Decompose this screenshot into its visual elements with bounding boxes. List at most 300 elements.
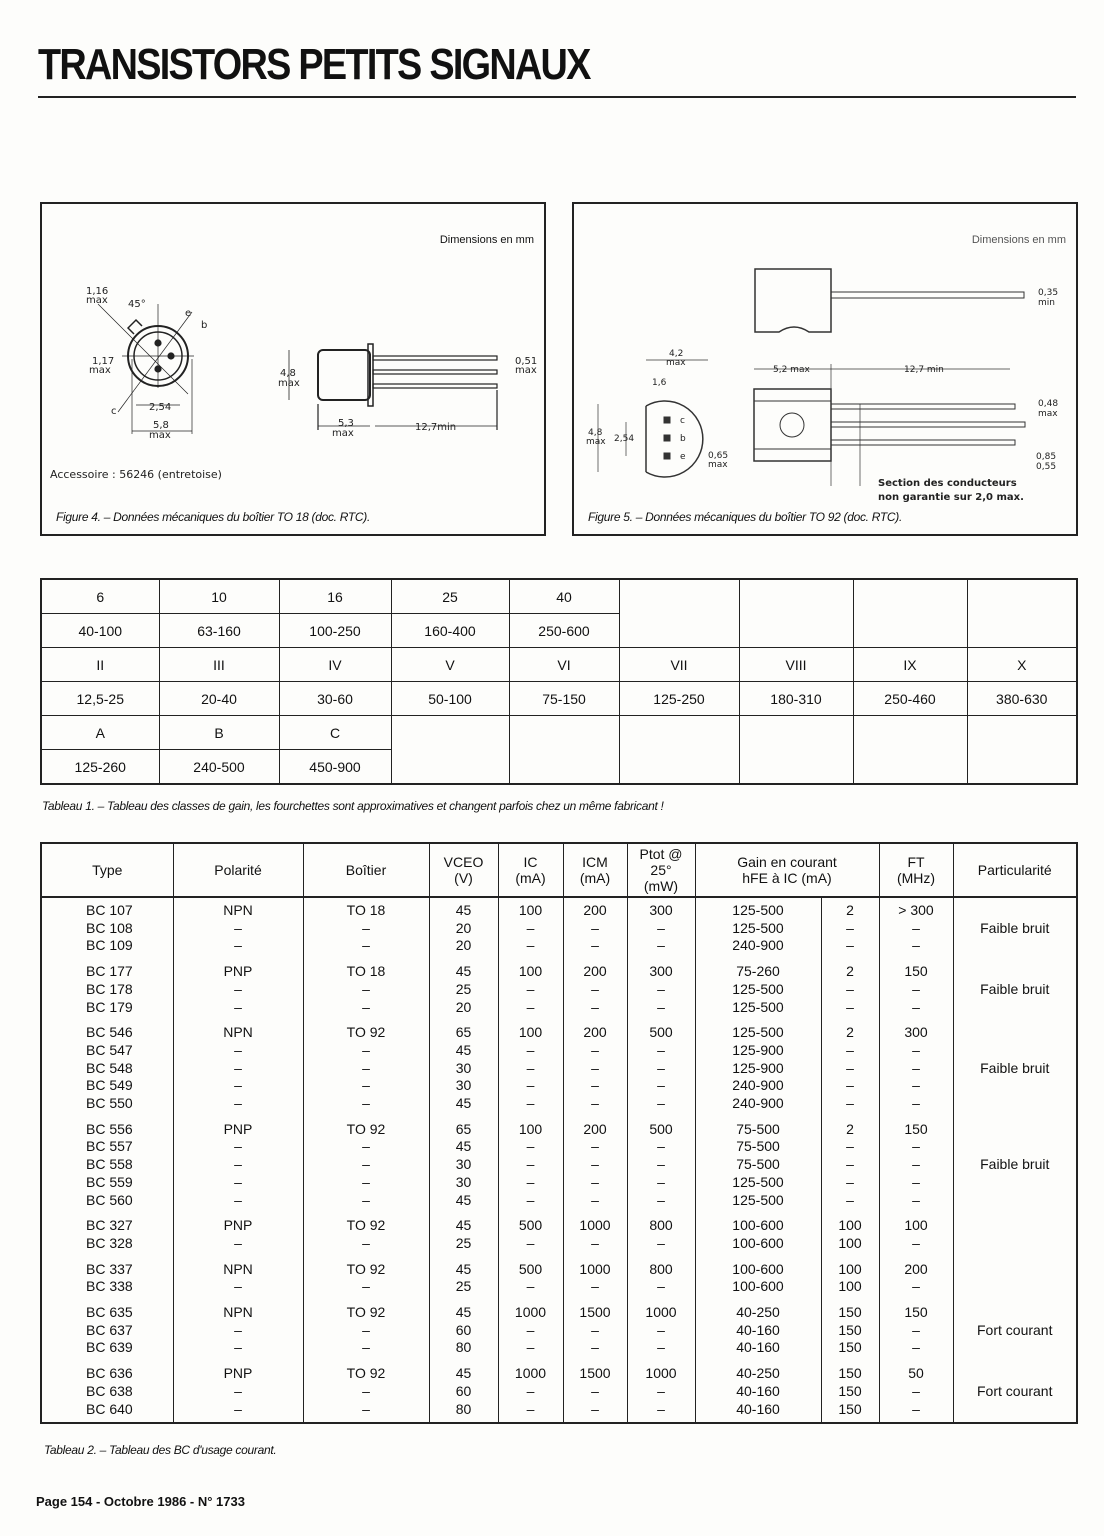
cell-value: 800 — [649, 1260, 673, 1277]
cell-value: – — [657, 1173, 665, 1190]
gain-class-cell: 160-400 — [391, 614, 509, 648]
cell-value: 125-500 — [732, 1191, 784, 1208]
col-cell-9 — [879, 959, 953, 1020]
cell-value: – — [912, 1095, 920, 1112]
fig5-label: min — [1038, 298, 1055, 308]
cell-value: 1000 — [514, 1304, 547, 1321]
cell-value: – — [657, 1138, 665, 1155]
cell-value: – — [657, 980, 665, 997]
cell-value: – — [846, 1077, 854, 1094]
col-cell-0 — [41, 1213, 173, 1256]
page-title: TRANSISTORS PETITS SIGNAUX — [38, 40, 590, 89]
cell-value: 30 — [455, 1173, 472, 1190]
fig4-label: 5,3 — [338, 418, 354, 429]
particularity-cell — [953, 1257, 1077, 1300]
empty-cell — [619, 716, 739, 750]
cell-value: – — [362, 1041, 370, 1058]
cell-value: 75-260 — [736, 963, 780, 980]
gain-class-row — [41, 614, 1077, 648]
cell-value: TO 92 — [346, 1365, 386, 1382]
col-cell-9 — [879, 1361, 953, 1423]
col-cell-2 — [303, 897, 429, 959]
cell-value: 240-900 — [732, 937, 784, 954]
fig5-label: max — [708, 460, 728, 470]
cell-value: – — [234, 1191, 242, 1208]
empty-cell — [509, 716, 619, 750]
cell-value: 150 — [904, 1304, 928, 1321]
cell-value: – — [591, 1191, 599, 1208]
col-cell-0 — [41, 959, 173, 1020]
empty-cell — [619, 750, 739, 785]
col-cell-2 — [303, 1300, 429, 1361]
cell-value: BC 338 — [86, 1278, 133, 1295]
cell-value: – — [657, 919, 665, 936]
table2-header — [41, 843, 1077, 897]
cell-value: – — [912, 1339, 920, 1356]
col-cell-0 — [41, 1257, 173, 1300]
col-cell-5 — [563, 897, 627, 959]
col-cell-2 — [303, 1257, 429, 1300]
cell-value: – — [526, 1278, 535, 1295]
cell-value: 125-500 — [732, 980, 784, 997]
col-type: Type — [41, 843, 173, 897]
cell-value: 240-900 — [732, 1095, 784, 1112]
gain-class-cell: 450-900 — [279, 750, 391, 785]
cell-value: – — [526, 1173, 535, 1190]
fig4-label: max — [278, 378, 300, 389]
cell-value: 100 — [838, 1278, 862, 1295]
cell-value: 45 — [455, 1217, 472, 1234]
cell-value: BC 549 — [86, 1077, 133, 1094]
col-ptot — [627, 843, 695, 897]
col-gain — [695, 843, 879, 897]
cell-value: 150 — [838, 1365, 862, 1382]
col-cell-6 — [627, 959, 695, 1020]
cell-value: 30 — [455, 1077, 472, 1094]
cell-value: – — [591, 919, 599, 936]
table1-caption: Tableau 1. – Tableau des classes de gain, les fourchettes sont approximatives et changent parfois chez un même fabricant ! — [42, 799, 664, 813]
fig4-label: 0,51 — [515, 356, 538, 367]
col-cell-8 — [821, 897, 879, 959]
col-cell-3 — [429, 1300, 498, 1361]
cell-value: – — [846, 1156, 854, 1173]
cell-value: 1500 — [579, 1365, 611, 1382]
col-cell-9 — [879, 1300, 953, 1361]
cell-value: – — [912, 1173, 920, 1190]
cell-value: – — [526, 1041, 535, 1058]
cell-value: – — [362, 1173, 370, 1190]
cell-value: 150 — [838, 1382, 862, 1399]
cell-value: – — [526, 1156, 535, 1173]
cell-value: – — [362, 980, 370, 997]
cell-value: 125-500 — [732, 1173, 784, 1190]
cell-value: 500 — [649, 1024, 673, 1041]
cell-value: – — [657, 1278, 665, 1295]
cell-value: BC 638 — [86, 1382, 133, 1399]
cell-value: BC 556 — [86, 1120, 133, 1137]
cell-value: – — [591, 1095, 599, 1112]
col-cell-5 — [563, 959, 627, 1020]
cell-value: – — [362, 919, 370, 936]
fig5-label: c — [680, 416, 685, 426]
gain-class-cell: II — [41, 648, 159, 682]
cell-value: 100 — [838, 1217, 862, 1234]
particularity-cell: Fort courant — [953, 1300, 1077, 1361]
col-cell-9 — [879, 1117, 953, 1214]
cell-value: 25 — [455, 1278, 472, 1295]
cell-value: – — [362, 1339, 370, 1356]
figure-5-to92 — [572, 202, 1078, 536]
col-cell-2 — [303, 1361, 429, 1423]
gain-class-cell: 12,5-25 — [41, 682, 159, 716]
cell-value: TO 18 — [346, 902, 386, 918]
gain-class-cell: B — [159, 716, 279, 750]
cell-value: – — [234, 1278, 242, 1295]
cell-value: 45 — [455, 963, 472, 980]
cell-value: BC 547 — [86, 1041, 133, 1058]
cell-value: 75-500 — [736, 1120, 780, 1137]
cell-value: 25 — [455, 980, 472, 997]
cell-value: 40-160 — [736, 1400, 780, 1417]
cell-value: PNP — [223, 1365, 253, 1382]
cell-value: – — [657, 998, 665, 1015]
fig5-caption: Figure 5. – Données mécaniques du boîtier TO 92 (doc. RTC). — [588, 510, 903, 524]
cell-value: – — [657, 1041, 665, 1058]
col-part: Particularité — [953, 843, 1077, 897]
col-cell-4 — [498, 1020, 563, 1117]
col-cell-4 — [498, 1257, 563, 1300]
col-cell-1 — [173, 897, 303, 959]
particularity-cell: Faible bruit — [953, 1117, 1077, 1214]
cell-value: 65 — [455, 1120, 472, 1137]
cell-value: BC 558 — [86, 1156, 133, 1173]
ft-unit: (MHz) — [896, 870, 936, 886]
cell-value: – — [591, 1321, 599, 1338]
cell-value: – — [657, 1156, 665, 1173]
cell-value: – — [362, 1059, 370, 1076]
cell-value: 45 — [455, 1095, 472, 1112]
gain-class-row — [41, 579, 1077, 614]
cell-value: 150 — [838, 1321, 862, 1338]
gain-class-cell: 20-40 — [159, 682, 279, 716]
cell-value: 50 — [908, 1365, 924, 1382]
cell-value: – — [234, 980, 242, 997]
col-cell-0 — [41, 897, 173, 959]
col-cell-6 — [627, 1257, 695, 1300]
cell-value: – — [526, 937, 535, 954]
fig5-label: 0,48 — [1038, 399, 1059, 409]
fig4-label: max — [86, 295, 108, 306]
fig4-label: 2,54 — [149, 402, 172, 413]
ft-label: FT — [907, 854, 925, 870]
empty-cell — [739, 750, 853, 785]
col-cell-0 — [41, 1361, 173, 1423]
cell-value: – — [591, 1278, 599, 1295]
fig5-label: 1,6 — [652, 378, 667, 388]
cell-value: – — [657, 1234, 665, 1251]
cell-value: – — [591, 1041, 599, 1058]
cell-value: 240-900 — [732, 1077, 784, 1094]
cell-value: 125-500 — [732, 1024, 784, 1041]
cell-value: – — [912, 1400, 920, 1417]
col-cell-8 — [821, 1361, 879, 1423]
cell-value: – — [657, 1382, 665, 1399]
cell-value: 75-500 — [736, 1138, 780, 1155]
cell-value: 100 — [518, 963, 543, 980]
cell-value: – — [362, 1156, 370, 1173]
cell-value: – — [591, 1234, 599, 1251]
cell-value: TO 92 — [346, 1120, 386, 1137]
cell-value: – — [362, 1138, 370, 1155]
cell-value: 200 — [583, 1120, 607, 1137]
col-cell-0 — [41, 1300, 173, 1361]
cell-value: BC 179 — [86, 998, 133, 1015]
col-cell-1 — [173, 1361, 303, 1423]
cell-value: 40-160 — [736, 1339, 780, 1356]
gain-class-cell: VI — [509, 648, 619, 682]
to18-drawing — [42, 204, 548, 538]
cell-value: 45 — [455, 1191, 472, 1208]
col-cell-5 — [563, 1257, 627, 1300]
fig5-label: 0,85 — [1036, 452, 1057, 462]
cell-value: – — [526, 980, 535, 997]
cell-value: 30 — [455, 1156, 472, 1173]
ptot-label: Ptot @ 25° — [639, 846, 683, 878]
gain-class-table — [40, 578, 1078, 785]
cell-value: 100-600 — [732, 1217, 784, 1234]
fig5-label: e — [680, 452, 686, 462]
gain-class-cell: 10 — [159, 579, 279, 614]
fig5-note: non garantie sur 2,0 max. — [878, 492, 1024, 503]
particularity-cell: Fort courant — [953, 1361, 1077, 1423]
empty-cell — [967, 716, 1077, 750]
empty-cell — [853, 579, 967, 614]
gain-class-cell: A — [41, 716, 159, 750]
gain-class-cell: 75-150 — [509, 682, 619, 716]
cell-value: BC 178 — [86, 980, 133, 997]
cell-value: – — [362, 1400, 370, 1417]
cell-value: – — [362, 1278, 370, 1295]
col-cell-3 — [429, 897, 498, 959]
col-cell-7 — [695, 1300, 821, 1361]
cell-value: – — [591, 1156, 599, 1173]
col-cell-6 — [627, 1117, 695, 1214]
cell-value: 125-500 — [732, 902, 784, 918]
cell-value: BC 328 — [86, 1234, 133, 1251]
col-cell-8 — [821, 1300, 879, 1361]
cell-value: > 300 — [898, 902, 934, 918]
empty-cell — [853, 750, 967, 785]
cell-value: – — [234, 1041, 242, 1058]
gain-class-cell: IV — [279, 648, 391, 682]
gain-class-row — [41, 648, 1077, 682]
cell-value: – — [657, 1339, 665, 1356]
cell-value: – — [912, 1041, 920, 1058]
gain-class-cell: 30-60 — [279, 682, 391, 716]
cell-value: 100 — [904, 1217, 928, 1234]
col-cell-7 — [695, 1257, 821, 1300]
cell-value: 45 — [455, 1260, 472, 1277]
cell-value: – — [526, 1400, 535, 1417]
cell-value: – — [234, 998, 242, 1015]
col-cell-4 — [498, 959, 563, 1020]
cell-value: 20 — [455, 998, 472, 1015]
col-cell-9 — [879, 1213, 953, 1256]
fig5-note: Section des conducteurs — [878, 478, 1017, 489]
cell-value: TO 92 — [346, 1260, 386, 1277]
col-cell-3 — [429, 959, 498, 1020]
col-cell-3 — [429, 1361, 498, 1423]
cell-value: – — [234, 1138, 242, 1155]
cell-value: 500 — [518, 1217, 543, 1234]
particularity-cell: Faible bruit — [953, 959, 1077, 1020]
cell-value: BC 548 — [86, 1059, 133, 1076]
col-cell-1 — [173, 959, 303, 1020]
col-cell-2 — [303, 1117, 429, 1214]
cell-value: – — [362, 1095, 370, 1112]
ic-label: IC — [523, 854, 538, 870]
cell-value: – — [912, 1138, 920, 1155]
cell-value: 800 — [649, 1217, 673, 1234]
col-cell-8 — [821, 1213, 879, 1256]
col-cell-3 — [429, 1213, 498, 1256]
cell-value: – — [526, 1234, 535, 1251]
cell-value: TO 92 — [346, 1024, 386, 1041]
col-cell-6 — [627, 1020, 695, 1117]
cell-value: BC 177 — [86, 963, 133, 980]
empty-cell — [509, 750, 619, 785]
col-cell-4 — [498, 1213, 563, 1256]
cell-value: – — [234, 1321, 242, 1338]
fig4-label: 12,7min — [415, 422, 457, 433]
cell-value: 125-900 — [732, 1059, 784, 1076]
cell-value: – — [234, 1234, 242, 1251]
gain-class-cell: V — [391, 648, 509, 682]
cell-value: 200 — [904, 1260, 928, 1277]
cell-value: – — [657, 1321, 665, 1338]
fig5-label: 2,54 — [614, 434, 635, 444]
col-cell-8 — [821, 1020, 879, 1117]
cell-value: 1500 — [579, 1304, 611, 1321]
gain-class-cell: 50-100 — [391, 682, 509, 716]
cell-value: BC 557 — [86, 1138, 133, 1155]
cell-value: – — [912, 919, 920, 936]
cell-value: 1000 — [514, 1365, 547, 1382]
cell-value: – — [526, 919, 535, 936]
fig5-label: 5,2 max — [773, 365, 810, 375]
col-cell-4 — [498, 1300, 563, 1361]
cell-value: 200 — [583, 963, 607, 980]
fig5-label: 12,7 min — [904, 365, 944, 375]
cell-value: – — [912, 1321, 920, 1338]
cell-value: 80 — [455, 1339, 472, 1356]
gain-class-row — [41, 682, 1077, 716]
col-cell-1 — [173, 1117, 303, 1214]
cell-value: – — [912, 1077, 920, 1094]
title-rule — [38, 96, 1076, 98]
empty-cell — [967, 614, 1077, 648]
cell-value: 2 — [846, 1120, 854, 1137]
cell-value: – — [657, 1191, 665, 1208]
cell-value: – — [912, 980, 920, 997]
cell-value: BC 546 — [86, 1024, 133, 1041]
cell-value: – — [591, 1138, 599, 1155]
cell-value: 1000 — [645, 1365, 677, 1382]
cell-value: – — [234, 1339, 242, 1356]
col-polarity: Polarité — [173, 843, 303, 897]
transistor-group-row — [41, 1020, 1077, 1117]
col-cell-6 — [627, 897, 695, 959]
cell-value: – — [657, 1059, 665, 1076]
gain-class-cell: 40 — [509, 579, 619, 614]
cell-value: 100 — [838, 1234, 862, 1251]
col-cell-9 — [879, 897, 953, 959]
cell-value: 45 — [455, 1041, 472, 1058]
col-vceo — [429, 843, 498, 897]
empty-cell — [619, 614, 739, 648]
gain-class-cell: 180-310 — [739, 682, 853, 716]
fig5-label: max — [1038, 409, 1058, 419]
cell-value: – — [234, 1156, 242, 1173]
cell-value: – — [912, 998, 920, 1015]
col-ic — [498, 843, 563, 897]
cell-value: – — [591, 1059, 599, 1076]
particularity-cell: Faible bruit — [953, 897, 1077, 959]
vceo-label: VCEO — [443, 854, 484, 870]
cell-value: – — [526, 1138, 535, 1155]
cell-value: 200 — [583, 902, 607, 918]
cell-value: 20 — [455, 937, 472, 954]
col-cell-7 — [695, 1213, 821, 1256]
col-cell-8 — [821, 959, 879, 1020]
gain-class-cell: 250-460 — [853, 682, 967, 716]
cell-value: 45 — [455, 1138, 472, 1155]
col-cell-2 — [303, 959, 429, 1020]
particularity-cell — [953, 1213, 1077, 1256]
cell-value: 100 — [518, 902, 543, 918]
empty-cell — [739, 579, 853, 614]
transistor-group-row — [41, 1300, 1077, 1361]
cell-value: 40-250 — [736, 1304, 780, 1321]
cell-value: – — [657, 1400, 665, 1417]
col-cell-0 — [41, 1020, 173, 1117]
cell-value: – — [846, 1041, 854, 1058]
empty-cell — [967, 750, 1077, 785]
cell-value: – — [362, 998, 370, 1015]
gain-class-cell: 380-630 — [967, 682, 1077, 716]
fig4-label: max — [149, 430, 171, 441]
cell-value: – — [912, 1382, 920, 1399]
cell-value: – — [362, 937, 370, 954]
empty-cell — [619, 579, 739, 614]
cell-value: – — [912, 1234, 920, 1251]
cell-value: – — [526, 1059, 535, 1076]
gain-class-cell: III — [159, 648, 279, 682]
figure-4-to18 — [40, 202, 546, 536]
col-cell-3 — [429, 1257, 498, 1300]
col-cell-8 — [821, 1257, 879, 1300]
col-cell-9 — [879, 1257, 953, 1300]
transistor-group-row — [41, 1213, 1077, 1256]
col-cell-3 — [429, 1020, 498, 1117]
fig4-caption: Figure 4. – Données mécaniques du boîtier TO 18 (doc. RTC). — [56, 510, 371, 524]
cell-value: BC 327 — [86, 1217, 133, 1234]
cell-value: 125-500 — [732, 919, 784, 936]
fig4-label: max — [515, 365, 537, 376]
cell-value: – — [846, 980, 854, 997]
cell-value: – — [591, 1382, 599, 1399]
cell-value: BC 636 — [86, 1365, 133, 1382]
